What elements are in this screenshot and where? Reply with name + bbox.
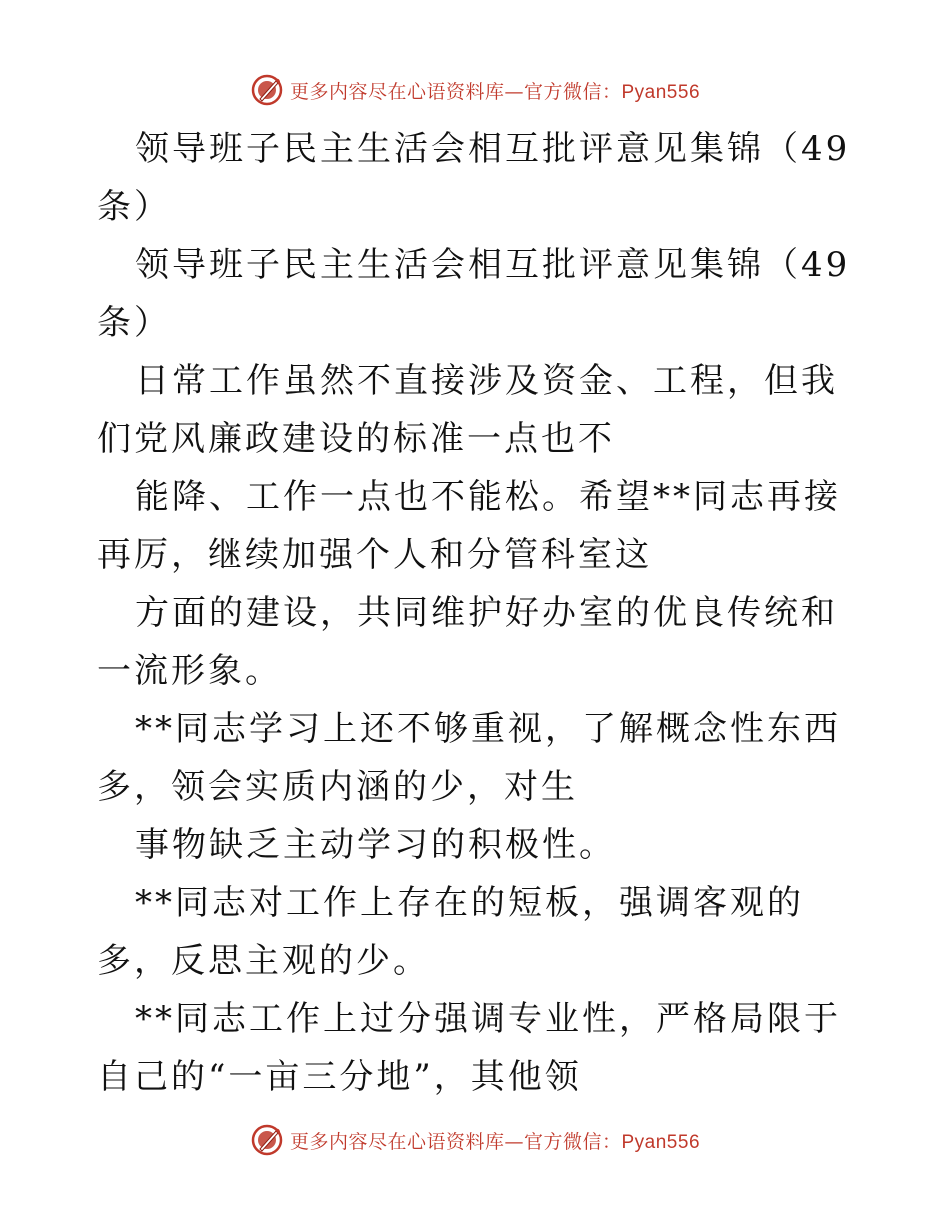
paragraph-7: **同志工作上过分强调专业性，严格局限于自己的“一亩三分地”，其他领 — [97, 999, 841, 1097]
footer-banner-wechat-id: Pyan556 — [621, 1131, 701, 1153]
paragraph-1: 日常工作虽然不直接涉及资金、工程，但我们党风廉政建设的标准一点也不 — [97, 361, 838, 459]
paragraph-5: 事物缺乏主动学习的积极性。 — [135, 825, 616, 865]
paragraph-4: **同志学习上还不够重视，了解概念性东西多，领会实质内涵的少，对生 — [97, 709, 841, 807]
header-banner-text: 更多内容尽在心语资料库—官方微信：Pyan556 — [289, 80, 701, 103]
paragraph-3: 方面的建设，共同维护好办室的优良传统和一流形象。 — [97, 593, 838, 691]
header-banner-inner — [250, 73, 700, 107]
header-banner-wechat-id: Pyan556 — [621, 81, 701, 103]
header-banner — [0, 70, 950, 110]
document-body — [97, 120, 857, 1106]
footer-banner-text: 更多内容尽在心语资料库—官方微信：Pyan556 — [289, 1130, 701, 1153]
paragraph-title-2: 领导班子民主生活会相互批评意见集锦（49条） — [97, 245, 851, 343]
quill-seal-icon — [250, 1123, 284, 1157]
footer-banner-inner — [250, 1123, 700, 1157]
quill-seal-icon — [250, 73, 284, 107]
paragraph-title-1: 领导班子民主生活会相互批评意见集锦（49条） — [97, 129, 851, 227]
paragraph-2: 能降、工作一点也不能松。希望**同志再接再厉，继续加强个人和分管科室这 — [97, 477, 841, 575]
footer-banner — [0, 1120, 950, 1160]
paragraph-6: **同志对工作上存在的短板，强调客观的多，反思主观的少。 — [97, 883, 804, 981]
